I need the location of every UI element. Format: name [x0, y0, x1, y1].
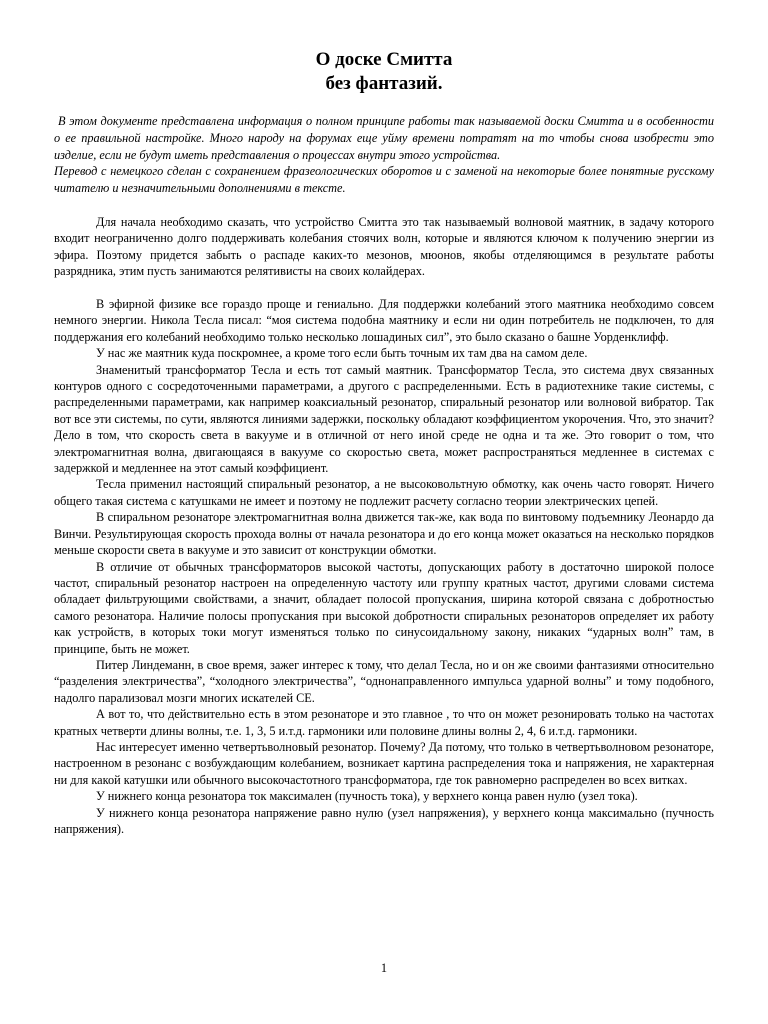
document-page	[54, 48, 714, 837]
body-paragraph: Питер Линдеманн, в свое время, зажег интерес к тому, что делал Тесла, но и он же своими фантазиями относительно “разделения электричества”, “холодного электричества”, “однонаправленного импульса ударной волны” и тому подобного, надолго парализовал мозги многих искателей СЕ.	[54, 657, 714, 705]
page-number: 1	[380, 961, 388, 975]
body-paragraph: А вот то, что действительно есть в этом резонаторе и это главное , то что он может резонировать только на частотах кратных четверти длины волны, т.е. 1, 3, 5 и.т.д. гармоники или половине длины волны 2, 4, 6 и.т.д. гармоники.	[54, 707, 714, 738]
title-line-1: О доске Смитта	[315, 49, 453, 70]
body-paragraph: У нижнего конца резонатора напряжение равно нулю (узел напряжения), у верхнего конца максимально (пучность напряжения).	[54, 805, 714, 836]
intro-paragraph: Перевод с немецкого сделан с сохранением фразеологических оборотов и с заменой на некоторые более понятные русскому читателю и незначительными дополнениями в тексте.	[54, 164, 714, 196]
body-paragraph: В спиральном резонаторе электромагнитная волна движется так-же, как вода по винтовому подъемнику Леонардо да Винчи. Результирующая скорость прохода волны от начала резонатора и до его конца может оказаться на несколько порядков меньше скорости света в вакууме и это зависит от конструкции обмотки.	[54, 510, 714, 558]
body-paragraph: У нас же маятник куда поскромнее, а кроме того если быть точным их там два на самом деле.	[96, 346, 588, 361]
body-paragraph: Знаменитый трансформатор Тесла и есть тот самый маятник. Трансформатор Тесла, это система двух связанных контуров одного с сосредоточенными параметрами, а другого с распределенными. Есть в радиотехнике такие системы, с распределенными параметрами, как например коаксиальный резонатор, спиральный резонатор или волновой вибратор. Так вот все эти системы, по сути, являются линиями задержки, поскольку обладают коэффициентом укорочения. Что, это значит? Дело в том, что скорость света в вакууме и в отличной от него иной среде не одна и та же. Это говорит о том, что электромагнитная волна, двигающаяся в вакууме со скоростью света, может распространяться медленнее в системах с задержкой и медленнее на этот самый коэффициент.	[54, 362, 714, 476]
intro-paragraph: В этом документе представлена информация о полном принципе работы так называемой доски Смитта и в особенности о ее правильной настройке. Много народу на форумах еще уйму времени потратят на то чтобы снова изобрести это изделие, если не будут иметь представления о процессах внутри этого устройства.	[54, 114, 714, 162]
body-paragraph: В отличие от обычных трансформаторов высокой частоты, допускающих работу в достаточно широкой полосе частот, спиральный резонатор настроен на определенную частоту или группу кратных частот, другими словами система обладает фильтрующими свойствами, а значит, обладает полосой пропускания, ширина которой связана с добротностью самого резонатора. Наличие полосы пропускания при высокой добротности спиральных резонаторов определяет их работу как устройств, в которых токи могут изменяться только по синусоидальному закону, никаких “ударных волн” там, в принципе, быть не может.	[54, 559, 714, 656]
body-paragraph: В эфирной физике все гораздо проще и гениально. Для поддержки колебаний этого маятника необходимо совсем немного энергии. Никола Тесла писал: “моя система подобна маятнику и если ни один потребитель не подключен, то для поддержания его колебаний необходимо только несколько лошадиных сил”, это было сказано о башне Уорденклифф.	[54, 297, 714, 344]
body-paragraph: У нижнего конца резонатора ток максимален (пучность тока), у верхнего конца равен нулю (узел тока).	[96, 789, 638, 804]
intro-note	[54, 113, 714, 197]
title-line-2: без фантазий.	[325, 73, 443, 94]
body-paragraph: Тесла применил настоящий спиральный резонатор, а не высоковольтную обмотку, как очень часто говорят. Ничего общего такая система с катушками не имеет и поэтому не подлежит расчету согласно теории электрических цепей.	[54, 477, 714, 508]
body-paragraph: Нас интересует именно четвертьволновый резонатор. Почему? Да потому, что только в четвертьволновом резонаторе, настроенном в резонанс с возбуждающим колебанием, возникает картина распределения тока и напряжения, не характерная ни для какой катушки или обычного высокочастотного трансформатора, где ток равномерно распределен во всех витках.	[54, 739, 714, 787]
body-paragraph: Для начала необходимо сказать, что устройство Смитта это так называемый волновой маятник, в задачу которого входит неограниченно долго поддерживать колебания стоячих волн, которые и являются ключом к получению энергии из эфира. Поэтому придется забыть о распаде каких-то мезонов, мюонов, якобы отделяющимся в результате работы разрядника, этим пусть занимаются релятивисты на своих колайдерах.	[54, 214, 714, 279]
document-body	[54, 214, 714, 837]
document-title	[54, 48, 714, 96]
